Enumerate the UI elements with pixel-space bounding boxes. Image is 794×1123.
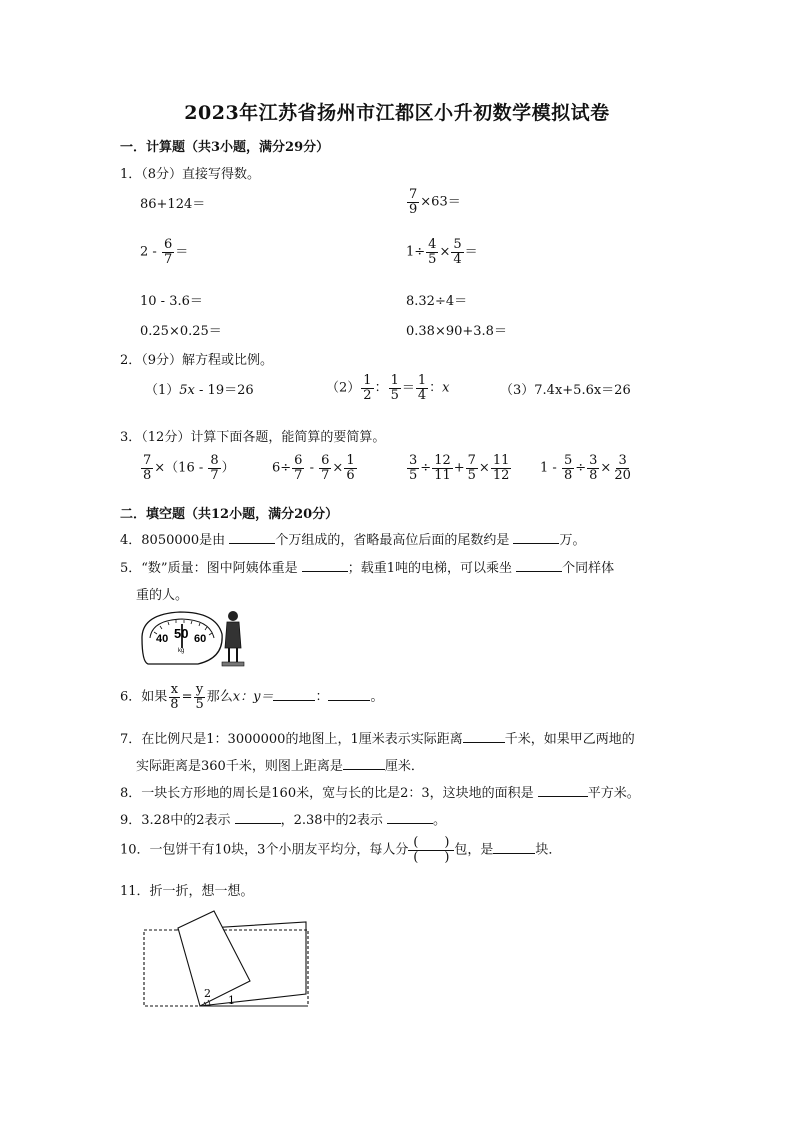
q6: 6．如果 $\frac{x}{8}$ = $\frac{y}{5}$ 那么x：y＝ ： 。 [120, 682, 384, 712]
q3-expr-3: $\frac{3}{5}$ ÷ $\frac{12}{11}$ + $\frac{7}{5}$ × $\frac{11}{12}$ [409, 453, 510, 483]
scale-label-50: 50 [174, 626, 189, 641]
scale-label-60: 60 [194, 633, 207, 645]
fraction: $\frac{4}{5}$ [428, 237, 437, 267]
q4: 4．8050000是由 个万组成的，省略最高位后面的尾数约是 万。 [120, 533, 586, 548]
q2-label: 2．（9分）解方程或比例。 [120, 353, 274, 368]
q8: 8．一块长方形地的周长是160米，宽与长的比是2：3，这块地的面积是 平方米。 [120, 786, 640, 801]
fraction: $\frac{7}{5}$ [467, 453, 476, 483]
fraction: $\frac{3}{20}$ [614, 453, 631, 483]
fraction: $\frac{5}{4}$ [453, 237, 462, 267]
q7: 7．在比例尺是1：3000000的地图上，1厘米表示实际距离 千米，如果甲乙两地的 [120, 732, 635, 747]
answer-blank[interactable] [387, 811, 433, 824]
q1-item-f: 8.32÷4＝ [406, 294, 468, 309]
fraction: $\frac{3}{5}$ [409, 453, 418, 483]
q1-item-a: 86+124＝ [140, 197, 206, 212]
fraction: $\frac{7}{9}$ [409, 187, 418, 217]
q10: 10．一包饼干有10块，3个小朋友平均分，每人分 $\frac{( )}{( )}$ 包，是 块． [120, 835, 562, 865]
fraction: $\frac{5}{8}$ [563, 453, 573, 483]
answer-blank[interactable] [513, 531, 559, 544]
fraction: $\frac{3}{8}$ [589, 453, 598, 483]
fraction: $\frac{1}{2}$ [363, 373, 372, 403]
fraction: $\frac{11}{12}$ [492, 453, 510, 483]
q5: 5．“数”质量：图中阿姨体重是 ；载重1吨的电梯，可以乘坐 个同样体 [120, 561, 615, 576]
angle-1-label: 1 [228, 994, 235, 1007]
answer-blank[interactable] [493, 841, 535, 854]
q2-part-3: （3）7.4x+5.6x＝26 [500, 383, 631, 398]
q1-item-e: 10 - 3.6＝ [140, 294, 203, 309]
fraction: $\frac{6}{7}$ [321, 453, 330, 483]
page-title: 2023年江苏省扬州市江都区小升初数学模拟试卷 [184, 102, 610, 124]
weighing-scale-figure [138, 608, 248, 670]
q5-line-2: 重的人。 [136, 588, 189, 603]
section-1-heading: 一．计算题（共3小题，满分29分） [120, 140, 330, 155]
answer-blank[interactable] [229, 531, 275, 544]
fraction: $\frac{6}{7}$ [294, 453, 303, 483]
q3-label: 3．（12分）计算下面各题，能简算的要简算。 [120, 430, 386, 445]
answer-blank[interactable] [343, 757, 385, 770]
fraction: $\frac{7}{8}$ [143, 453, 152, 483]
q1-item-b: $\frac{7}{9}$ ×63＝ [409, 187, 461, 217]
q11-label: 11．折一折，想一想。 [120, 884, 254, 899]
fraction: $\frac{8}{7}$ [210, 453, 219, 483]
fraction: $\frac{1}{4}$ [417, 373, 427, 403]
fraction: $\frac{12}{11}$ [434, 453, 451, 483]
fraction: $\frac{6}{7}$ [163, 237, 173, 267]
q1-item-h: 0.38×90+3.8＝ [406, 324, 507, 339]
folded-flap [178, 911, 250, 1006]
woman-figure [222, 611, 244, 666]
q2-part-2: （2） $\frac{1}{2}$ ： $\frac{1}{5}$ ＝ $\frac{1}{4}$ ：x [326, 373, 450, 403]
section-2-heading: 二．填空题（共12小题，满分20分） [120, 507, 339, 522]
answer-blank[interactable] [538, 784, 588, 797]
q1-item-c: 2 - $\frac{6}{7}$ ＝ [140, 237, 189, 267]
q9: 9．3.28中的2表示 ，2.38中的2表示 。 [120, 813, 446, 828]
fraction: $\frac{1}{6}$ [346, 453, 355, 483]
answer-blank[interactable] [235, 811, 281, 824]
fraction: $\frac{x}{8}$ [170, 682, 179, 712]
answer-blank[interactable] [273, 688, 315, 701]
q7-line-2: 实际距离是360千米，则图上距离是 厘米． [136, 759, 424, 774]
answer-blank[interactable] [302, 559, 348, 572]
q3-expr-1: $\frac{7}{8}$ ×（16 - $\frac{8}{7}$ ） [143, 453, 235, 483]
fraction: $\frac{y}{5}$ [195, 682, 204, 712]
fraction-blank[interactable]: $\frac{( )}{( )}$ [408, 836, 454, 864]
answer-blank[interactable] [463, 730, 505, 743]
q1-item-d: 1÷ $\frac{4}{5}$ × $\frac{5}{4}$ ＝ [406, 237, 478, 267]
q1-item-g: 0.25×0.25＝ [140, 324, 222, 339]
q2-part-1: （1）5x - 19＝26 [145, 383, 254, 398]
q3-expr-4: 1 - $\frac{5}{8}$ ÷ $\frac{3}{8}$ × $\frac{3}{20}$ [540, 453, 631, 483]
folded-paper-figure [140, 908, 312, 1012]
answer-blank[interactable] [516, 559, 562, 572]
scale-unit: kg [178, 648, 185, 654]
answer-blank[interactable] [328, 688, 370, 701]
fraction: $\frac{1}{5}$ [390, 373, 399, 403]
q3-expr-2: 6÷ $\frac{6}{7}$ - $\frac{6}{7}$ × $\frac{1}{6}$ [272, 453, 355, 483]
angle-2-label: 2 [204, 987, 211, 1000]
scale-label-40: 40 [156, 633, 169, 645]
q1-label: 1．（8分）直接写得数。 [120, 167, 261, 182]
